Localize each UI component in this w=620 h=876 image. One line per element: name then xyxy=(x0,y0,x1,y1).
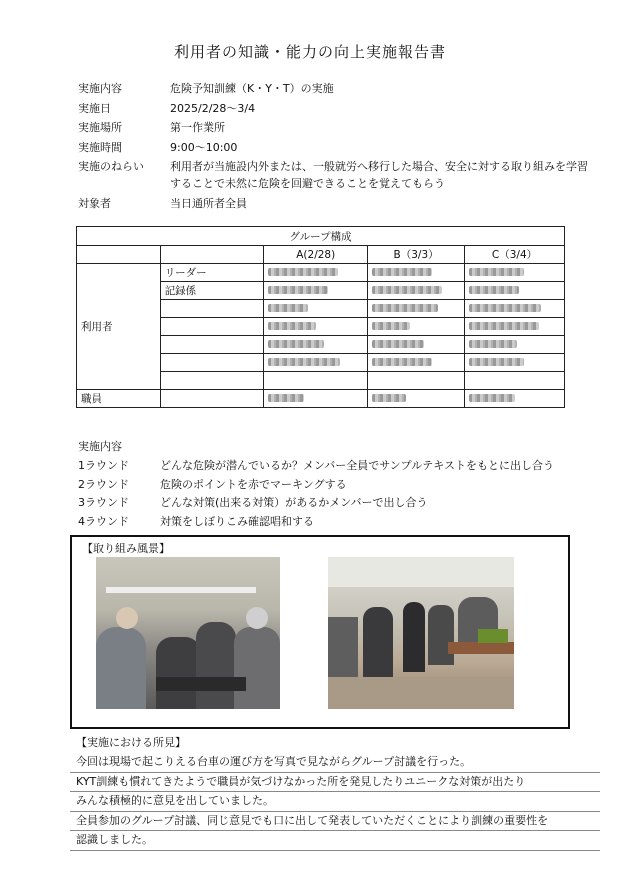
round-text: 危険のポイントを赤でマーキングする xyxy=(160,477,347,491)
round-label: 1ラウンド xyxy=(78,459,129,472)
column-header-b: B（3/3） xyxy=(368,246,465,264)
redacted-name xyxy=(264,300,368,318)
users-label: 利用者 xyxy=(77,264,161,390)
redacted-name xyxy=(368,264,465,282)
observation-line: みんな積極的に意見を出していました。 xyxy=(70,792,600,812)
round-label: 3ラウンド xyxy=(78,496,129,509)
column-header-c: C（3/4） xyxy=(465,246,565,264)
redacted-name xyxy=(465,264,565,282)
info-label: 実施内容 xyxy=(78,82,122,95)
observations-label: 【実施における所見】 xyxy=(76,736,186,749)
redacted-name xyxy=(368,300,465,318)
redacted-name xyxy=(264,282,368,300)
redacted-name xyxy=(264,354,368,372)
info-value: 2025/2/28～3/4 xyxy=(170,101,256,115)
info-row xyxy=(78,79,590,99)
report-title: 利用者の知識・能力の向上実施報告書 xyxy=(173,43,446,61)
info-row xyxy=(78,118,590,138)
redacted-name xyxy=(368,318,465,336)
info-row xyxy=(78,157,590,194)
redacted-name xyxy=(465,318,565,336)
round-row xyxy=(78,476,554,495)
round-row xyxy=(78,494,554,513)
observation-line: 全員参加のグループ討議、同じ意見でも口に出して発表していただくことにより訓練の重要性を xyxy=(70,812,600,832)
round-text: 対策をしぼりこみ確認唱和する xyxy=(160,514,314,528)
info-value: 9:00～10:00 xyxy=(170,140,238,154)
round-label: 4ラウンド xyxy=(78,514,129,528)
column-header-a: A(2/28) xyxy=(264,246,368,264)
info-row xyxy=(78,99,590,119)
round-text: どんな対策(出来る対策）があるかメンバーで出し合う xyxy=(160,496,428,509)
staff-label: 職員 xyxy=(77,390,161,408)
info-label: 対象者 xyxy=(78,197,111,210)
round-text: どんな危険が潜んでいるか？メンバー全員でサンプルテキストをもとに出し合う xyxy=(160,459,555,472)
redacted-name xyxy=(465,354,565,372)
role-leader: リーダー xyxy=(160,264,264,282)
photo-box-label: 【取り組み風景】 xyxy=(82,542,170,555)
redacted-name xyxy=(264,264,368,282)
round-row xyxy=(78,513,554,532)
info-row xyxy=(78,194,590,214)
content-heading: 実施内容 xyxy=(78,440,122,453)
role-recorder: 記録係 xyxy=(160,282,264,300)
redacted-name xyxy=(465,336,565,354)
observation-line: KYT訓練も慣れてきたようで職員が気づけなかった所を発見したりユニークな対策が出たり xyxy=(70,773,600,793)
info-value: 利用者が当施設内外または、一般就労へ移行した場合、安全に対する取り組みを学習することで未然に危険を回避できることを覚えてもらう xyxy=(170,160,588,190)
group-table xyxy=(76,226,565,408)
redacted-name xyxy=(368,282,465,300)
info-label: 実施時間 xyxy=(78,140,122,154)
info-section xyxy=(78,79,590,214)
content-section xyxy=(78,437,554,531)
info-label: 実施場所 xyxy=(78,121,122,134)
info-label: 実施日 xyxy=(78,101,111,115)
redacted-name xyxy=(264,318,368,336)
redacted-name xyxy=(368,354,465,372)
redacted-name xyxy=(264,390,368,408)
redacted-name xyxy=(465,282,565,300)
redacted-name xyxy=(465,300,565,318)
info-value: 当日通所者全員 xyxy=(170,197,247,210)
info-label: 実施のねらい xyxy=(78,160,144,173)
round-label: 2ラウンド xyxy=(78,477,129,491)
observation-line: 今回は現場で起こりえる台車の運び方を写真で見ながらグループ討議を行った。 xyxy=(70,753,600,773)
photo-box xyxy=(70,535,570,729)
redacted-name xyxy=(368,390,465,408)
observation-line: 認識しました。 xyxy=(70,831,600,851)
observations-section xyxy=(70,733,600,851)
redacted-name xyxy=(368,336,465,354)
training-photo-2 xyxy=(328,557,514,709)
group-table-title: グループ構成 xyxy=(77,227,565,246)
info-value: 危険予知訓練（K・Y・T）の実施 xyxy=(170,82,334,95)
round-row xyxy=(78,457,554,476)
redacted-name xyxy=(465,390,565,408)
info-row xyxy=(78,138,590,158)
info-value: 第一作業所 xyxy=(170,121,225,134)
training-photo-1 xyxy=(96,557,280,709)
redacted-name xyxy=(264,336,368,354)
